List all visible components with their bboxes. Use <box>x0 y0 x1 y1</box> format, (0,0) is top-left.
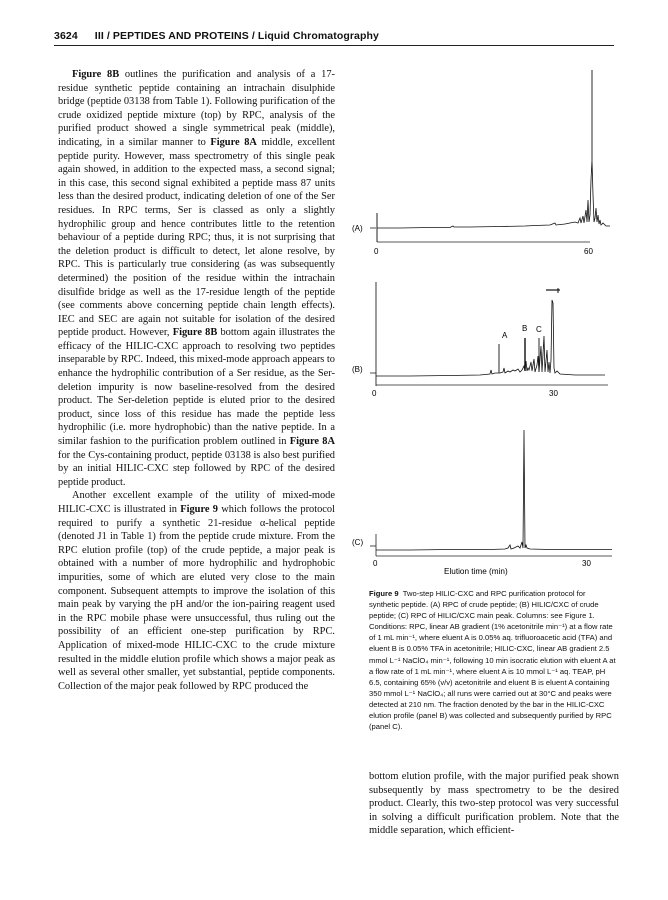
figure-ref[interactable]: Figure 9 <box>180 504 218 515</box>
panel-b-tick-start: 0 <box>372 389 377 398</box>
body-paragraph-3: bottom elution profile, with the major purified peak shown subsequently by mass spectrometry to be the desired product. Clearly, this two-step protocol was very successful in solving a difficult purification problem. Note that the middle separation, which efficient- <box>369 771 619 837</box>
running-header <box>54 30 614 46</box>
body-paragraph-2 <box>58 489 335 693</box>
paragraph-text: middle, excellent peptide purity. However, mass spectrometry of this single peak again showed, in addition to the expected mass, a second signal; in this case, this second signal exhibited a peptide mass 87 units less than the desired product, indicating deletion of one of the Ser residues. In RPC terms, Ser is classed as only a slightly hydrophilic group and hence contributes little to the retention behaviour of a peptide during RPC; thus, it is not surprising that the deletion product is difficult to detect, let alone resolve, by RPC. This is particularly true considering (as was subsequently determined) the position of the residue within the intrachain disulfide bridge as well as the 17-residue length of the peptide (see comments above concerning peptide chain length effects). IEC and SEC are again not suitable for isolation of the desired peptide product. However, <box>58 136 335 339</box>
panel-b-label: (B) <box>352 365 363 374</box>
header-rule <box>54 45 614 46</box>
peak-label-c: C <box>536 325 542 334</box>
figure-ref[interactable]: Figure 8B <box>72 69 120 80</box>
panel-b-trace <box>376 300 605 376</box>
panel-c-trace <box>376 430 612 550</box>
panel-c <box>352 430 612 576</box>
peak-label-b: B <box>522 324 528 333</box>
panel-c-label: (C) <box>352 538 364 547</box>
panel-a-tick-end: 60 <box>584 247 593 256</box>
body-paragraph-1 <box>58 68 335 489</box>
figure-ref[interactable]: Figure 8A <box>210 136 257 148</box>
figure-ref[interactable]: Figure 8A <box>289 436 335 448</box>
running-title: III / PEPTIDES AND PROTEINS / Liquid Chromatography <box>94 30 379 42</box>
paragraph-text: which follows the protocol required to purify a synthetic 21-residue α-helical peptide (denoted J1 in Table 1) from the peptide crude mixture. From the RPC elution profile (top) of the crude peptide, a major peak is obtained with a number of more hydrophilic and hydrophobic impurities, some of which are eluted very close to the main component. Subsequent attempts to improve the isolation of this main peak by varying the pH and/or the ion-pairing reagent used in the RPC mobile phase were unsuccessful, thus ruling out the possibility of an efficient one-step purification by RPC. Application of mixed-mode HILIC-CXC to the crude mixture resulted in the middle elution profile which shows a major peak as well as several other smaller, yet substantial, peptide components. Collection of the major peak followed by RPC produced the <box>58 504 335 692</box>
paragraph-text: for the Cys-containing product, peptide 03138 is also best purified by an initial HILIC-CXC step followed by RPC of the desired peptide product. <box>58 449 335 488</box>
right-column-text <box>369 770 619 838</box>
panel-b-tick-end: 30 <box>549 389 558 398</box>
x-axis-title: Elution time (min) <box>444 567 508 576</box>
panel-a <box>352 70 610 256</box>
caption-text: Two-step HILIC-CXC and RPC purification protocol for synthetic peptide. (A) RPC of crude peptide; (B) HILIC/CXC of crude peptide; (C) RPC of HILIC/CXC main peak. Columns: see Figure 1. Conditions: RPC, linear AB gradient (1% acetonitrile min⁻¹) at a flow rate of 1 mL min⁻¹, where eluent A is 0.05% aq. trifluoroacetic acid (TFA) and eluent B is 0.05% TFA in acetonitrile; HILIC-CXC, linear AB gradient 2.5 mmol L⁻¹ NaClO₄ min⁻¹, following 10 min isocratic elution with eluent A at a flow rate of 1 mL min⁻¹, where eluent A is 10 mmol L⁻¹ aq. TEAP, pH 6.5, containing 65% (v/v) acetonitrile and eluent B is eluent A containing 350 mmol L⁻¹ NaClO₄; all runs were carried out at 30°C and peaks were detected at 210 nm. The fraction denoted by the bar in the HILIC-CXC elution profile (panel B) was collected and subsequently purified by RPC (panel C). <box>369 589 616 732</box>
left-column <box>58 68 335 693</box>
paragraph-text: outlines the purification and analysis of a 17-residue synthetic peptide containing an intrachain disulphide bridge (peptide 03138 from Table 1). Following purification of the crude oxidized peptide mixture (top) by RPC, analysis of the purified product showed a single symmetrical peak (middle), indicating, in a similar manner to <box>58 69 336 148</box>
paragraph-text: bottom again illustrates the efficacy of the HILIC-CXC approach to resolving two peptides inseparable by RPC. Indeed, this mixed-mode approach appears to enhance the hydrophilic contribution of a Ser residue, as the Ser-deletion impurity is now baseline-resolved from the desired product. The Ser-deletion peptide is eluted prior to the desired product, since loss of this residue has made the peptide less hydrophilic (i.e. more hydrophobic) than the native peptide. In a similar fashion to the purification problem outlined in <box>58 327 336 448</box>
panel-c-tick-start: 0 <box>373 559 378 568</box>
paragraph-text: Another excellent example of the utility of mixed-mode HILIC-CXC is illustrated in <box>58 490 335 515</box>
panel-c-tick-end: 30 <box>582 559 591 568</box>
peak-label-a: A <box>502 331 508 340</box>
panel-a-label: (A) <box>352 224 363 233</box>
page-number: 3624 <box>54 30 78 42</box>
figure-ref[interactable]: Figure 8B <box>172 327 218 339</box>
caption-label: Figure 9 <box>369 589 399 598</box>
panel-b <box>352 282 608 398</box>
panel-a-tick-start: 0 <box>374 247 379 256</box>
panel-a-trace <box>377 160 610 228</box>
figure-9-chromatograms <box>350 60 620 580</box>
figure-9-caption <box>369 588 616 732</box>
